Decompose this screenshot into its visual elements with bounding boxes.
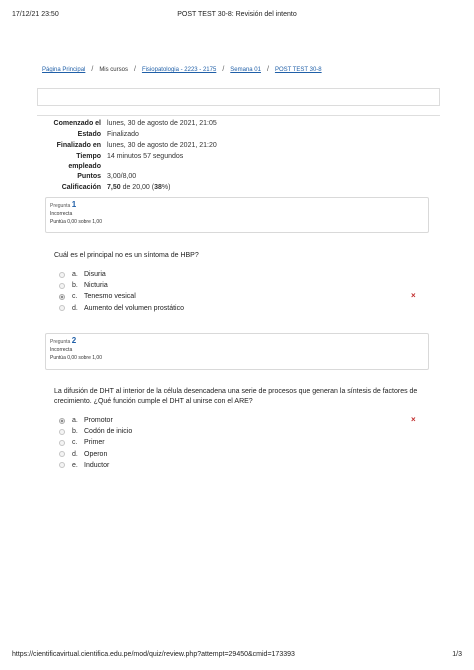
print-title: POST TEST 30-8: Revisión del intento xyxy=(177,11,297,18)
question-number-line xyxy=(50,337,424,346)
summary-row-points xyxy=(37,172,440,183)
incorrect-icon: × xyxy=(411,415,416,424)
answer-text: Aumento del volumen prostático xyxy=(84,304,184,312)
grade-percent: 38 xyxy=(154,184,162,191)
answer-letter: a. xyxy=(72,271,78,279)
breadcrumb xyxy=(42,66,454,78)
question-2-info xyxy=(45,333,429,370)
points-label: Puntos xyxy=(77,173,101,180)
question-1-info xyxy=(45,197,429,233)
answer-option[interactable] xyxy=(59,269,429,280)
radio-button[interactable] xyxy=(59,462,65,468)
radio-button[interactable] xyxy=(59,440,65,446)
answer-text: Tenesmo vesical xyxy=(84,293,136,301)
answer-text: Disuria xyxy=(84,271,106,279)
answer-text: Promotor xyxy=(84,417,113,425)
summary-row-grade xyxy=(37,183,440,194)
radio-button[interactable] xyxy=(59,305,65,311)
question-2-text: La difusión de DHT al interior de la célula desencadena una serie de procesos que generan la síntesis de factores de crecimiento. ¿Qué función cumple el DHT al unirse con el ARE? xyxy=(54,388,418,405)
summary-row-started xyxy=(37,119,440,130)
page-header-box xyxy=(37,88,440,106)
answer-option[interactable] xyxy=(59,437,429,448)
print-date: 17/12/21 23:50 xyxy=(12,11,59,18)
question-number-line xyxy=(50,201,424,210)
started-value: lunes, 30 de agosto de 2021, 21:05 xyxy=(107,120,217,127)
page-number: 1/3 xyxy=(452,651,462,658)
answer-letter: b. xyxy=(72,282,78,290)
breadcrumb-separator: / xyxy=(91,66,94,73)
answer-letter: b. xyxy=(72,428,78,436)
time-label xyxy=(37,152,107,172)
summary-row-state xyxy=(37,130,440,141)
divider xyxy=(37,115,440,116)
time-label-line1: Tiempo xyxy=(76,153,101,160)
breadcrumb-separator: / xyxy=(222,66,225,73)
answer-letter: c. xyxy=(72,439,78,447)
question-score: Puntúa 0,00 sobre 1,00 xyxy=(50,219,102,225)
radio-button[interactable] xyxy=(59,272,65,278)
question-prefix: Pregunta xyxy=(50,339,71,345)
grade-value xyxy=(107,183,440,193)
grade-score: 7,50 xyxy=(107,184,121,191)
attempt-summary xyxy=(37,119,440,194)
print-header xyxy=(12,11,462,21)
question-status: Incorrecta xyxy=(50,347,73,353)
answer-text: Codón de inicio xyxy=(84,428,133,436)
answer-letter: c. xyxy=(72,293,78,301)
answer-letter: d. xyxy=(72,450,78,458)
question-score: Puntúa 0,00 sobre 1,00 xyxy=(50,355,102,361)
answer-text: Operon xyxy=(84,450,108,458)
answer-option[interactable] xyxy=(59,449,429,460)
answer-text: Primer xyxy=(84,439,105,447)
question-number: 1 xyxy=(71,200,77,209)
incorrect-icon: × xyxy=(411,291,416,301)
answer-letter: e. xyxy=(72,461,78,469)
state-value: Finalizado xyxy=(107,131,139,138)
finished-label: Finalizado en xyxy=(56,142,101,149)
radio-button[interactable] xyxy=(59,429,65,435)
started-label: Comenzado el xyxy=(53,120,101,127)
points-value: 3,00/8,00 xyxy=(107,173,137,180)
question-status: Incorrecta xyxy=(50,211,73,217)
breadcrumb-home-link[interactable]: Página Principal xyxy=(42,67,86,73)
breadcrumb-week-link[interactable]: Semana 01 xyxy=(230,67,261,73)
breadcrumb-separator: / xyxy=(266,66,269,73)
answer-option[interactable] xyxy=(59,303,429,314)
question-1-answers xyxy=(59,269,429,314)
answer-text: Nicturia xyxy=(84,282,108,290)
question-prefix: Pregunta xyxy=(50,203,71,209)
breadcrumb-course-link[interactable]: Fisiopatologia - 2223 - 2175 xyxy=(141,67,217,73)
radio-button-checked[interactable] xyxy=(59,418,65,424)
answer-option-selected[interactable] xyxy=(59,291,429,302)
breadcrumb-separator: / xyxy=(133,66,136,73)
finished-value: lunes, 30 de agosto de 2021, 21:20 xyxy=(107,142,217,149)
answer-option-selected[interactable] xyxy=(59,415,429,426)
answer-option[interactable] xyxy=(59,460,429,471)
answer-option[interactable] xyxy=(59,280,429,291)
breadcrumb-quiz-link[interactable]: POST TEST 30-8 xyxy=(274,67,322,73)
answer-option[interactable] xyxy=(59,426,429,437)
answer-letter: a. xyxy=(72,417,78,425)
summary-row-time xyxy=(37,152,440,172)
print-footer xyxy=(12,651,462,661)
time-value: 14 minutos 57 segundos xyxy=(107,153,184,160)
radio-button[interactable] xyxy=(59,451,65,457)
answer-letter: d. xyxy=(72,304,78,312)
time-label-line2: empleado xyxy=(68,163,101,170)
grade-label: Calificación xyxy=(61,184,101,191)
breadcrumb-my-courses[interactable]: Mis cursos xyxy=(99,67,128,73)
summary-row-finished xyxy=(37,141,440,152)
question-2-answers xyxy=(59,415,429,471)
radio-button[interactable] xyxy=(59,283,65,289)
grade-total: de 20,00 ( xyxy=(122,184,155,191)
grade-percent-sign: %) xyxy=(161,184,171,191)
radio-button-checked[interactable] xyxy=(59,294,65,300)
print-url: https://cientificavirtual.cientifica.edu.pe/mod/quiz/review.php?attempt=29450&cmid=173393 xyxy=(12,651,295,658)
state-label: Estado xyxy=(77,131,101,138)
question-1-text: Cuál es el principal no es un síntoma de HBP? xyxy=(54,252,199,259)
answer-text: Inductor xyxy=(84,461,110,469)
question-number: 2 xyxy=(71,336,77,345)
